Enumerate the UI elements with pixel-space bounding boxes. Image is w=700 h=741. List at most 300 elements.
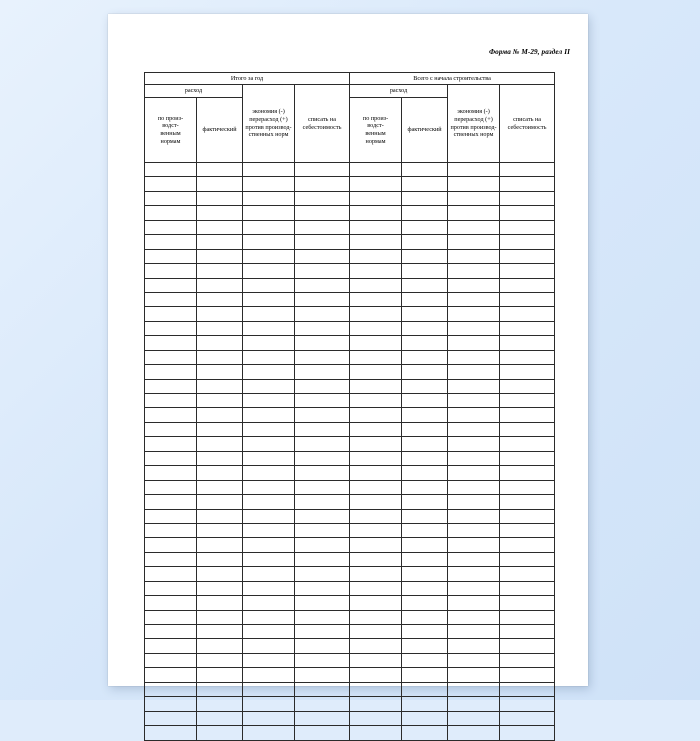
table-cell[interactable] (295, 466, 350, 480)
table-row[interactable] (145, 220, 555, 234)
table-cell[interactable] (295, 336, 350, 350)
table-cell[interactable] (145, 191, 197, 205)
table-cell[interactable] (295, 307, 350, 321)
table-cell[interactable] (448, 278, 500, 292)
table-row[interactable] (145, 379, 555, 393)
table-cell[interactable] (295, 581, 350, 595)
table-cell[interactable] (295, 264, 350, 278)
table-cell[interactable] (500, 264, 555, 278)
table-cell[interactable] (243, 495, 295, 509)
table-row[interactable] (145, 307, 555, 321)
table-cell[interactable] (500, 581, 555, 595)
table-cell[interactable] (350, 249, 402, 263)
table-cell[interactable] (197, 639, 243, 653)
table-cell[interactable] (500, 292, 555, 306)
table-row[interactable] (145, 639, 555, 653)
table-cell[interactable] (295, 220, 350, 234)
table-cell[interactable] (500, 191, 555, 205)
table-cell[interactable] (243, 639, 295, 653)
table-row[interactable] (145, 206, 555, 220)
table-cell[interactable] (402, 220, 448, 234)
table-cell[interactable] (448, 365, 500, 379)
table-cell[interactable] (197, 264, 243, 278)
table-row[interactable] (145, 264, 555, 278)
table-cell[interactable] (295, 668, 350, 682)
table-cell[interactable] (145, 625, 197, 639)
table-cell[interactable] (402, 552, 448, 566)
table-cell[interactable] (243, 726, 295, 740)
table-row[interactable] (145, 711, 555, 725)
table-cell[interactable] (448, 379, 500, 393)
table-cell[interactable] (500, 394, 555, 408)
table-cell[interactable] (243, 163, 295, 177)
table-cell[interactable] (402, 350, 448, 364)
table-cell[interactable] (243, 581, 295, 595)
table-cell[interactable] (197, 379, 243, 393)
table-cell[interactable] (500, 350, 555, 364)
table-cell[interactable] (350, 191, 402, 205)
table-cell[interactable] (243, 653, 295, 667)
table-cell[interactable] (197, 711, 243, 725)
table-cell[interactable] (350, 379, 402, 393)
table-cell[interactable] (197, 336, 243, 350)
table-cell[interactable] (500, 163, 555, 177)
table-cell[interactable] (350, 509, 402, 523)
table-cell[interactable] (350, 292, 402, 306)
table-cell[interactable] (197, 726, 243, 740)
table-cell[interactable] (448, 394, 500, 408)
table-cell[interactable] (145, 567, 197, 581)
table-cell[interactable] (243, 625, 295, 639)
table-cell[interactable] (295, 625, 350, 639)
table-cell[interactable] (145, 365, 197, 379)
table-cell[interactable] (500, 668, 555, 682)
table-row[interactable] (145, 408, 555, 422)
table-cell[interactable] (500, 625, 555, 639)
table-cell[interactable] (295, 379, 350, 393)
table-cell[interactable] (402, 235, 448, 249)
table-cell[interactable] (197, 437, 243, 451)
table-cell[interactable] (145, 552, 197, 566)
table-cell[interactable] (295, 726, 350, 740)
table-cell[interactable] (448, 220, 500, 234)
table-cell[interactable] (402, 451, 448, 465)
table-cell[interactable] (350, 639, 402, 653)
table-cell[interactable] (350, 625, 402, 639)
table-cell[interactable] (402, 668, 448, 682)
table-cell[interactable] (448, 495, 500, 509)
table-cell[interactable] (350, 523, 402, 537)
table-row[interactable] (145, 726, 555, 740)
table-cell[interactable] (500, 711, 555, 725)
table-cell[interactable] (197, 538, 243, 552)
table-cell[interactable] (448, 249, 500, 263)
table-cell[interactable] (402, 653, 448, 667)
table-cell[interactable] (402, 365, 448, 379)
table-cell[interactable] (350, 480, 402, 494)
table-cell[interactable] (500, 480, 555, 494)
table-cell[interactable] (295, 177, 350, 191)
table-cell[interactable] (145, 235, 197, 249)
table-cell[interactable] (448, 437, 500, 451)
table-cell[interactable] (402, 567, 448, 581)
table-row[interactable] (145, 610, 555, 624)
table-cell[interactable] (448, 552, 500, 566)
table-cell[interactable] (295, 235, 350, 249)
table-cell[interactable] (197, 163, 243, 177)
table-cell[interactable] (350, 177, 402, 191)
table-cell[interactable] (197, 567, 243, 581)
table-cell[interactable] (448, 523, 500, 537)
table-cell[interactable] (350, 495, 402, 509)
table-cell[interactable] (145, 596, 197, 610)
table-cell[interactable] (197, 466, 243, 480)
table-cell[interactable] (197, 350, 243, 364)
table-cell[interactable] (197, 697, 243, 711)
table-row[interactable] (145, 163, 555, 177)
table-cell[interactable] (500, 726, 555, 740)
table-cell[interactable] (350, 596, 402, 610)
table-cell[interactable] (145, 480, 197, 494)
table-cell[interactable] (350, 365, 402, 379)
table-cell[interactable] (243, 509, 295, 523)
table-row[interactable] (145, 365, 555, 379)
table-cell[interactable] (402, 682, 448, 696)
table-cell[interactable] (295, 682, 350, 696)
table-row[interactable] (145, 451, 555, 465)
table-row[interactable] (145, 596, 555, 610)
table-row[interactable] (145, 394, 555, 408)
table-cell[interactable] (500, 408, 555, 422)
table-cell[interactable] (500, 653, 555, 667)
table-cell[interactable] (448, 509, 500, 523)
table-row[interactable] (145, 480, 555, 494)
table-cell[interactable] (402, 480, 448, 494)
table-cell[interactable] (243, 264, 295, 278)
table-cell[interactable] (295, 365, 350, 379)
table-cell[interactable] (243, 235, 295, 249)
table-cell[interactable] (402, 321, 448, 335)
table-cell[interactable] (295, 249, 350, 263)
table-cell[interactable] (402, 610, 448, 624)
table-cell[interactable] (350, 682, 402, 696)
table-cell[interactable] (243, 307, 295, 321)
table-cell[interactable] (145, 509, 197, 523)
table-cell[interactable] (500, 235, 555, 249)
table-cell[interactable] (350, 307, 402, 321)
table-cell[interactable] (145, 668, 197, 682)
table-cell[interactable] (243, 191, 295, 205)
table-row[interactable] (145, 625, 555, 639)
table-cell[interactable] (243, 365, 295, 379)
table-cell[interactable] (500, 220, 555, 234)
table-cell[interactable] (295, 292, 350, 306)
table-cell[interactable] (145, 163, 197, 177)
table-cell[interactable] (295, 321, 350, 335)
table-cell[interactable] (197, 523, 243, 537)
table-row[interactable] (145, 466, 555, 480)
table-row[interactable] (145, 249, 555, 263)
table-cell[interactable] (197, 394, 243, 408)
table-cell[interactable] (243, 466, 295, 480)
table-cell[interactable] (145, 682, 197, 696)
table-row[interactable] (145, 350, 555, 364)
table-cell[interactable] (197, 177, 243, 191)
table-cell[interactable] (500, 509, 555, 523)
table-cell[interactable] (500, 321, 555, 335)
table-row[interactable] (145, 235, 555, 249)
table-cell[interactable] (448, 610, 500, 624)
table-cell[interactable] (197, 552, 243, 566)
table-cell[interactable] (145, 711, 197, 725)
table-cell[interactable] (500, 379, 555, 393)
table-cell[interactable] (145, 321, 197, 335)
table-cell[interactable] (350, 278, 402, 292)
table-cell[interactable] (243, 177, 295, 191)
table-cell[interactable] (350, 163, 402, 177)
table-cell[interactable] (402, 639, 448, 653)
table-cell[interactable] (145, 653, 197, 667)
table-cell[interactable] (145, 495, 197, 509)
table-cell[interactable] (197, 625, 243, 639)
table-cell[interactable] (243, 451, 295, 465)
table-cell[interactable] (145, 264, 197, 278)
table-cell[interactable] (197, 278, 243, 292)
table-cell[interactable] (295, 278, 350, 292)
table-cell[interactable] (448, 639, 500, 653)
table-cell[interactable] (448, 206, 500, 220)
table-cell[interactable] (402, 394, 448, 408)
table-cell[interactable] (402, 466, 448, 480)
table-row[interactable] (145, 682, 555, 696)
table-cell[interactable] (145, 466, 197, 480)
table-cell[interactable] (402, 379, 448, 393)
table-cell[interactable] (145, 408, 197, 422)
table-cell[interactable] (500, 538, 555, 552)
table-cell[interactable] (197, 321, 243, 335)
table-cell[interactable] (402, 509, 448, 523)
table-cell[interactable] (350, 697, 402, 711)
table-cell[interactable] (145, 350, 197, 364)
table-cell[interactable] (350, 552, 402, 566)
table-cell[interactable] (243, 278, 295, 292)
table-cell[interactable] (295, 394, 350, 408)
table-cell[interactable] (402, 711, 448, 725)
table-cell[interactable] (145, 581, 197, 595)
table-cell[interactable] (295, 422, 350, 436)
table-cell[interactable] (448, 596, 500, 610)
table-cell[interactable] (145, 639, 197, 653)
table-cell[interactable] (350, 610, 402, 624)
table-cell[interactable] (448, 625, 500, 639)
table-cell[interactable] (295, 437, 350, 451)
table-cell[interactable] (295, 538, 350, 552)
table-cell[interactable] (295, 596, 350, 610)
table-cell[interactable] (145, 437, 197, 451)
table-cell[interactable] (500, 466, 555, 480)
table-cell[interactable] (197, 292, 243, 306)
table-cell[interactable] (448, 408, 500, 422)
table-cell[interactable] (243, 292, 295, 306)
table-cell[interactable] (295, 206, 350, 220)
table-row[interactable] (145, 422, 555, 436)
table-cell[interactable] (145, 523, 197, 537)
table-cell[interactable] (448, 682, 500, 696)
table-row[interactable] (145, 278, 555, 292)
table-cell[interactable] (243, 610, 295, 624)
table-cell[interactable] (295, 163, 350, 177)
table-row[interactable] (145, 668, 555, 682)
table-cell[interactable] (243, 437, 295, 451)
table-cell[interactable] (350, 264, 402, 278)
table-cell[interactable] (295, 697, 350, 711)
table-cell[interactable] (145, 336, 197, 350)
table-cell[interactable] (243, 552, 295, 566)
table-cell[interactable] (350, 711, 402, 725)
table-cell[interactable] (295, 711, 350, 725)
table-cell[interactable] (448, 668, 500, 682)
table-cell[interactable] (350, 668, 402, 682)
table-cell[interactable] (295, 610, 350, 624)
table-cell[interactable] (243, 206, 295, 220)
table-cell[interactable] (500, 451, 555, 465)
table-cell[interactable] (350, 581, 402, 595)
table-cell[interactable] (243, 523, 295, 537)
table-cell[interactable] (500, 552, 555, 566)
table-row[interactable] (145, 321, 555, 335)
table-cell[interactable] (197, 408, 243, 422)
table-cell[interactable] (448, 292, 500, 306)
table-cell[interactable] (243, 596, 295, 610)
table-cell[interactable] (500, 495, 555, 509)
table-cell[interactable] (350, 466, 402, 480)
table-cell[interactable] (295, 523, 350, 537)
table-row[interactable] (145, 437, 555, 451)
table-cell[interactable] (402, 538, 448, 552)
table-cell[interactable] (145, 177, 197, 191)
table-cell[interactable] (243, 220, 295, 234)
table-cell[interactable] (197, 480, 243, 494)
table-cell[interactable] (448, 307, 500, 321)
table-cell[interactable] (500, 278, 555, 292)
table-cell[interactable] (295, 509, 350, 523)
table-cell[interactable] (402, 163, 448, 177)
table-cell[interactable] (350, 235, 402, 249)
table-cell[interactable] (448, 451, 500, 465)
table-cell[interactable] (197, 495, 243, 509)
table-cell[interactable] (350, 653, 402, 667)
table-row[interactable] (145, 191, 555, 205)
table-cell[interactable] (350, 567, 402, 581)
table-cell[interactable] (402, 249, 448, 263)
table-row[interactable] (145, 581, 555, 595)
table-cell[interactable] (243, 321, 295, 335)
table-cell[interactable] (402, 581, 448, 595)
table-cell[interactable] (350, 394, 402, 408)
table-cell[interactable] (500, 336, 555, 350)
table-cell[interactable] (295, 408, 350, 422)
table-cell[interactable] (402, 307, 448, 321)
table-cell[interactable] (145, 697, 197, 711)
table-row[interactable] (145, 336, 555, 350)
table-row[interactable] (145, 567, 555, 581)
table-cell[interactable] (197, 220, 243, 234)
table-cell[interactable] (402, 177, 448, 191)
table-cell[interactable] (197, 581, 243, 595)
table-cell[interactable] (500, 610, 555, 624)
table-cell[interactable] (448, 321, 500, 335)
table-cell[interactable] (448, 581, 500, 595)
table-cell[interactable] (402, 596, 448, 610)
table-cell[interactable] (448, 466, 500, 480)
table-cell[interactable] (145, 307, 197, 321)
table-cell[interactable] (197, 365, 243, 379)
table-cell[interactable] (402, 264, 448, 278)
table-cell[interactable] (145, 538, 197, 552)
table-cell[interactable] (197, 451, 243, 465)
table-cell[interactable] (243, 350, 295, 364)
table-cell[interactable] (448, 480, 500, 494)
table-cell[interactable] (243, 538, 295, 552)
table-cell[interactable] (197, 235, 243, 249)
table-cell[interactable] (197, 668, 243, 682)
table-cell[interactable] (145, 220, 197, 234)
table-cell[interactable] (402, 523, 448, 537)
table-cell[interactable] (402, 495, 448, 509)
table-cell[interactable] (402, 292, 448, 306)
table-cell[interactable] (350, 451, 402, 465)
table-row[interactable] (145, 292, 555, 306)
table-row[interactable] (145, 538, 555, 552)
table-cell[interactable] (243, 697, 295, 711)
table-cell[interactable] (243, 567, 295, 581)
table-cell[interactable] (500, 365, 555, 379)
table-cell[interactable] (500, 422, 555, 436)
table-cell[interactable] (145, 249, 197, 263)
table-cell[interactable] (145, 379, 197, 393)
table-cell[interactable] (243, 249, 295, 263)
table-cell[interactable] (295, 552, 350, 566)
table-cell[interactable] (448, 350, 500, 364)
table-cell[interactable] (145, 278, 197, 292)
table-row[interactable] (145, 552, 555, 566)
table-cell[interactable] (500, 307, 555, 321)
table-cell[interactable] (295, 451, 350, 465)
table-cell[interactable] (402, 625, 448, 639)
table-cell[interactable] (145, 394, 197, 408)
table-cell[interactable] (448, 697, 500, 711)
table-cell[interactable] (295, 567, 350, 581)
table-cell[interactable] (197, 653, 243, 667)
table-cell[interactable] (243, 480, 295, 494)
table-cell[interactable] (500, 596, 555, 610)
table-cell[interactable] (448, 264, 500, 278)
table-cell[interactable] (295, 639, 350, 653)
table-cell[interactable] (145, 610, 197, 624)
table-cell[interactable] (197, 249, 243, 263)
table-cell[interactable] (448, 235, 500, 249)
table-cell[interactable] (500, 567, 555, 581)
table-cell[interactable] (448, 726, 500, 740)
table-cell[interactable] (145, 451, 197, 465)
table-cell[interactable] (243, 422, 295, 436)
table-cell[interactable] (500, 177, 555, 191)
table-cell[interactable] (402, 697, 448, 711)
table-cell[interactable] (197, 509, 243, 523)
table-cell[interactable] (500, 437, 555, 451)
table-row[interactable] (145, 495, 555, 509)
table-cell[interactable] (295, 191, 350, 205)
